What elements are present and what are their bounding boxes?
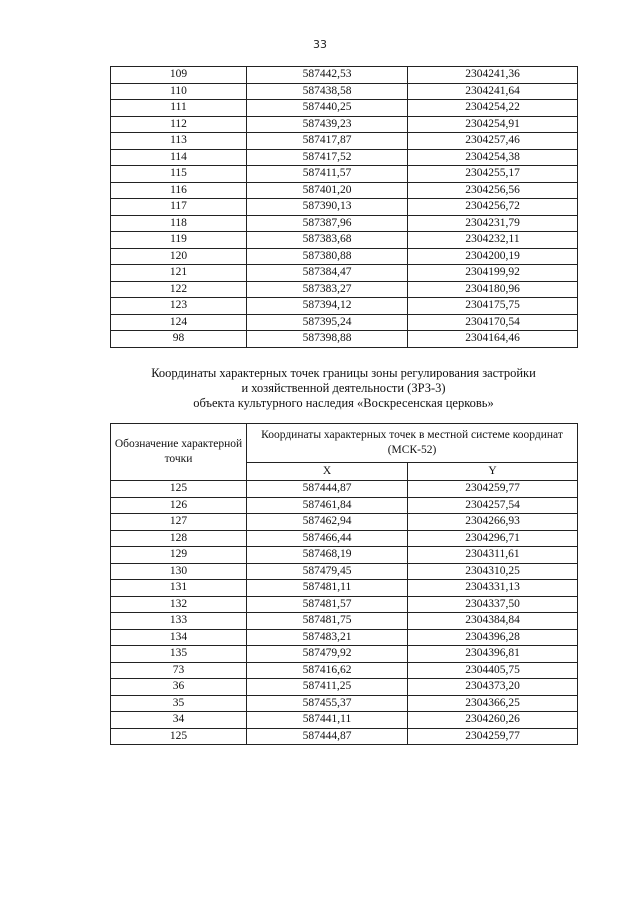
table-row (111, 580, 578, 597)
point-number-cell: 117 (111, 199, 247, 216)
x-coordinate-cell: 587441,11 (247, 712, 408, 729)
y-coordinate-cell: 2304257,46 (408, 133, 578, 150)
x-coordinate-cell: 587394,12 (247, 298, 408, 315)
caption-line-1: Координаты характерных точек границы зоны регулирования застройки (151, 366, 536, 380)
table-row (111, 314, 578, 331)
table-row (111, 215, 578, 232)
table-row (111, 514, 578, 531)
x-coordinate-cell: 587416,62 (247, 662, 408, 679)
x-coordinate-cell: 587444,87 (247, 728, 408, 745)
table-caption (110, 366, 577, 411)
x-coordinate-cell: 587380,88 (247, 248, 408, 265)
table-row (111, 182, 578, 199)
point-number-cell: 125 (111, 728, 247, 745)
point-number-cell: 128 (111, 530, 247, 547)
point-number-cell: 116 (111, 182, 247, 199)
table1-body (111, 67, 578, 348)
y-coordinate-cell: 2304396,81 (408, 646, 578, 663)
table-row (111, 281, 578, 298)
x-coordinate-cell: 587438,58 (247, 83, 408, 100)
point-number-cell: 134 (111, 629, 247, 646)
point-number-cell: 129 (111, 547, 247, 564)
x-coordinate-cell: 587466,44 (247, 530, 408, 547)
y-coordinate-cell: 2304259,77 (408, 728, 578, 745)
x-coordinate-cell: 587411,57 (247, 166, 408, 183)
coordinates-system-header: Координаты характерных точек в местной системе координат (МСК-52) (247, 424, 578, 463)
x-coordinate-cell: 587401,20 (247, 182, 408, 199)
x-coordinate-cell: 587383,27 (247, 281, 408, 298)
table-row (111, 331, 578, 348)
table-row (111, 83, 578, 100)
x-coordinate-cell: 587462,94 (247, 514, 408, 531)
point-number-cell: 115 (111, 166, 247, 183)
point-number-cell: 122 (111, 281, 247, 298)
point-number-cell: 121 (111, 265, 247, 282)
x-coordinate-cell: 587383,68 (247, 232, 408, 249)
point-number-cell: 114 (111, 149, 247, 166)
x-coordinate-cell: 587481,11 (247, 580, 408, 597)
point-designation-header: Обозначение характерной точки (111, 424, 247, 481)
point-number-cell: 126 (111, 497, 247, 514)
point-number-cell: 124 (111, 314, 247, 331)
y-coordinate-cell: 2304164,46 (408, 331, 578, 348)
point-number-cell: 112 (111, 116, 247, 133)
x-coordinate-cell: 587468,19 (247, 547, 408, 564)
table-row (111, 596, 578, 613)
page-number: 33 (313, 38, 327, 51)
y-coordinate-cell: 2304259,77 (408, 481, 578, 498)
x-coordinate-cell: 587481,75 (247, 613, 408, 630)
point-number-cell: 118 (111, 215, 247, 232)
table-row (111, 100, 578, 117)
caption-line-2: и хозяйственной деятельности (ЗРЗ-3) (241, 381, 446, 395)
x-coordinate-cell: 587417,52 (247, 149, 408, 166)
y-coordinate-cell: 2304331,13 (408, 580, 578, 597)
point-number-cell: 36 (111, 679, 247, 696)
y-coordinate-cell: 2304296,71 (408, 530, 578, 547)
y-coordinate-cell: 2304384,84 (408, 613, 578, 630)
y-coordinate-cell: 2304337,50 (408, 596, 578, 613)
table-row (111, 481, 578, 498)
y-coordinate-cell: 2304180,96 (408, 281, 578, 298)
y-coordinate-cell: 2304256,56 (408, 182, 578, 199)
x-coordinate-cell: 587479,45 (247, 563, 408, 580)
y-coordinate-cell: 2304175,75 (408, 298, 578, 315)
table-row (111, 248, 578, 265)
y-coordinate-cell: 2304254,38 (408, 149, 578, 166)
table-row (111, 695, 578, 712)
x-coordinate-cell: 587417,87 (247, 133, 408, 150)
x-coordinate-cell: 587398,88 (247, 331, 408, 348)
x-coordinate-cell: 587387,96 (247, 215, 408, 232)
table-row (111, 67, 578, 84)
y-coordinate-cell: 2304254,91 (408, 116, 578, 133)
y-coordinate-cell: 2304311,61 (408, 547, 578, 564)
x-column-header: X (247, 463, 408, 481)
point-number-cell: 132 (111, 596, 247, 613)
x-coordinate-cell: 587390,13 (247, 199, 408, 216)
point-number-cell: 35 (111, 695, 247, 712)
point-number-cell: 111 (111, 100, 247, 117)
table-row (111, 712, 578, 729)
coordinates-table-continued (110, 66, 578, 348)
x-coordinate-cell: 587411,25 (247, 679, 408, 696)
table-row (111, 662, 578, 679)
y-coordinate-cell: 2304255,17 (408, 166, 578, 183)
point-number-cell: 98 (111, 331, 247, 348)
x-coordinate-cell: 587440,25 (247, 100, 408, 117)
point-number-cell: 130 (111, 563, 247, 580)
y-coordinate-cell: 2304266,93 (408, 514, 578, 531)
y-coordinate-cell: 2304241,36 (408, 67, 578, 84)
x-coordinate-cell: 587439,23 (247, 116, 408, 133)
x-coordinate-cell: 587483,21 (247, 629, 408, 646)
y-coordinate-cell: 2304366,25 (408, 695, 578, 712)
y-coordinate-cell: 2304405,75 (408, 662, 578, 679)
point-number-cell: 73 (111, 662, 247, 679)
y-coordinate-cell: 2304231,79 (408, 215, 578, 232)
point-number-cell: 133 (111, 613, 247, 630)
table-row (111, 116, 578, 133)
table-row (111, 629, 578, 646)
point-number-cell: 119 (111, 232, 247, 249)
point-number-cell: 113 (111, 133, 247, 150)
table2-body (111, 481, 578, 745)
table-row (111, 613, 578, 630)
point-number-cell: 120 (111, 248, 247, 265)
y-coordinate-cell: 2304257,54 (408, 497, 578, 514)
table-row (111, 166, 578, 183)
point-number-cell: 127 (111, 514, 247, 531)
point-number-cell: 125 (111, 481, 247, 498)
y-coordinate-cell: 2304373,20 (408, 679, 578, 696)
table-row (111, 547, 578, 564)
table-row (111, 265, 578, 282)
x-coordinate-cell: 587395,24 (247, 314, 408, 331)
table-row (111, 728, 578, 745)
table-row (111, 298, 578, 315)
table-row (111, 679, 578, 696)
y-coordinate-cell: 2304199,92 (408, 265, 578, 282)
y-coordinate-cell: 2304256,72 (408, 199, 578, 216)
point-number-cell: 135 (111, 646, 247, 663)
x-coordinate-cell: 587444,87 (247, 481, 408, 498)
point-number-cell: 131 (111, 580, 247, 597)
point-number-cell: 123 (111, 298, 247, 315)
table-row (111, 133, 578, 150)
point-number-cell: 110 (111, 83, 247, 100)
point-number-cell: 109 (111, 67, 247, 84)
table-row (111, 530, 578, 547)
y-coordinate-cell: 2304396,28 (408, 629, 578, 646)
y-column-header: Y (408, 463, 578, 481)
y-coordinate-cell: 2304170,54 (408, 314, 578, 331)
y-coordinate-cell: 2304200,19 (408, 248, 578, 265)
table-row (111, 232, 578, 249)
table-row (111, 149, 578, 166)
x-coordinate-cell: 587481,57 (247, 596, 408, 613)
coordinates-table-zrz3 (110, 423, 578, 745)
x-coordinate-cell: 587479,92 (247, 646, 408, 663)
x-coordinate-cell: 587461,84 (247, 497, 408, 514)
caption-line-3: объекта культурного наследия «Воскресенская церковь» (193, 396, 494, 410)
y-coordinate-cell: 2304241,64 (408, 83, 578, 100)
table-row (111, 646, 578, 663)
table-row (111, 497, 578, 514)
y-coordinate-cell: 2304260,26 (408, 712, 578, 729)
x-coordinate-cell: 587455,37 (247, 695, 408, 712)
table-row (111, 563, 578, 580)
y-coordinate-cell: 2304232,11 (408, 232, 578, 249)
y-coordinate-cell: 2304254,22 (408, 100, 578, 117)
point-number-cell: 34 (111, 712, 247, 729)
x-coordinate-cell: 587442,53 (247, 67, 408, 84)
table-row (111, 199, 578, 216)
y-coordinate-cell: 2304310,25 (408, 563, 578, 580)
x-coordinate-cell: 587384,47 (247, 265, 408, 282)
